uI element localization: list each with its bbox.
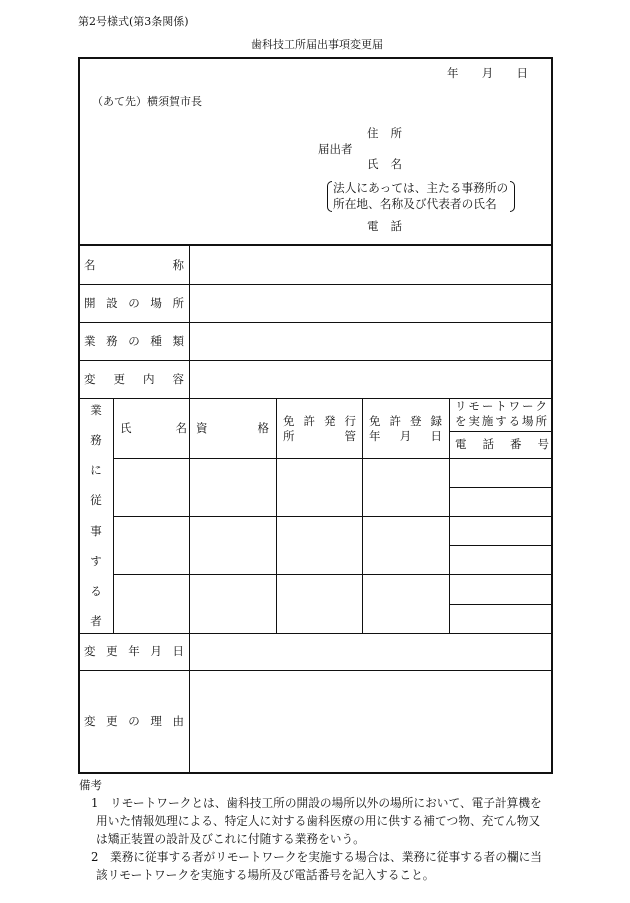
change-date-row [79,633,552,670]
worker-remote-place-field [449,516,552,545]
worker-remote-phone-field [449,604,552,633]
worker-qualification-field [189,516,276,574]
worker-license-office-field [276,458,362,516]
facility-name-label: 名 称 [84,258,184,272]
col-header-remote-place [449,398,552,431]
location-label: 開 設 の 場 所 [84,296,184,310]
worker-row [79,458,552,516]
worker-name-field [113,574,189,633]
corporate-note-line: 所在地、名称及び代表者の氏名 [333,197,497,211]
col-header-remote-place-text: を 実 施 す る 場 所 [455,414,547,428]
worker-name-field [113,516,189,574]
note-line: 該リモートワークを実施する場所及び電話番号を記入すること。 [96,868,435,882]
col-header-license-office [276,398,362,458]
left-bracket [327,181,332,212]
address-label: 住 所 [367,126,402,140]
col-header-name [113,398,189,458]
worker-remote-phone-field [449,545,552,574]
notifier-label: 届出者 [318,142,353,156]
note-line: は矯正装置の設計及びこれに付随する業務をいう。 [96,832,365,846]
location-field [189,284,552,322]
col-header-qualification [189,398,276,458]
worker-remote-phone-field [449,487,552,516]
workers-section [79,398,552,633]
note-item [79,796,559,850]
form-title: 歯科技工所届出事項変更届 [251,38,383,51]
worker-name-field [113,458,189,516]
col-header-license-office-text: 免 許 発 行 [283,414,356,428]
col-header-remote-place-text: リ モ ー ト ワ ー ク [455,399,547,413]
worker-license-date-field [362,574,449,633]
facility-name-row [79,245,552,284]
col-header-license-office-text: 所 管 [283,429,356,443]
date-label: 年 月 日 [447,66,528,80]
worker-license-date-field [362,516,449,574]
worker-qualification-field [189,458,276,516]
name-label: 氏 名 [367,157,402,171]
corporate-note [327,180,519,213]
col-header-license-date-text: 免 許 登 録 [369,414,442,428]
change-content-field [189,360,552,398]
notes-section [79,778,559,884]
worker-license-office-field [276,516,362,574]
col-header-qualification-text: 資 格 [196,421,269,435]
addressee: （あて先）横須賀市長 [92,95,202,108]
col-header-remote-phone [449,431,552,458]
change-reason-row [79,670,552,773]
right-bracket [510,181,515,212]
col-header-license-date-text: 年 月 日 [369,429,442,443]
note-line: 用いた情報処理による、特定人に対する歯科医療の用に供する補てつ物、充てん物又 [96,814,541,828]
worker-qualification-field [189,574,276,633]
workers-section-label: 業 務 に 従 事 す る 者 [90,403,102,628]
note-number: 2 [91,850,99,864]
col-header-license-date [362,398,449,458]
col-header-remote-phone-text: 電 話 番 号 [455,437,549,451]
change-date-label: 変 更 年 月 日 [84,644,184,658]
note-line: リモートワークとは、歯科技工所の開設の場所以外の場所において、電子計算機を [110,796,542,810]
change-content-row [79,360,552,398]
note-number: 1 [91,796,99,810]
col-header-name-text: 氏 名 [120,421,187,435]
worker-license-office-field [276,574,362,633]
change-reason-field [189,670,552,773]
change-reason-label: 変 更 の 理 由 [84,714,184,728]
worker-remote-place-field [449,574,552,604]
notes-heading: 備考 [79,778,102,792]
phone-label: 電 話 [367,219,402,233]
change-content-label: 変 更 内 容 [84,372,184,386]
worker-row [79,516,552,574]
business-type-row [79,322,552,360]
location-row [79,284,552,322]
facility-name-field [189,245,552,284]
note-item [79,850,559,884]
worker-remote-place-field [449,458,552,487]
note-line: 業務に従事する者がリモートワークを実施する場合は、業務に従事する者の欄に当 [110,850,542,864]
business-type-field [189,322,552,360]
applicant-section [79,58,552,244]
form-number: 第2号様式(第3条関係) [78,15,189,28]
corporate-note-line: 法人にあっては、主たる事務所の [333,181,509,195]
business-type-label: 業 務 の 種 類 [84,334,184,348]
worker-row [79,574,552,633]
worker-license-date-field [362,458,449,516]
change-date-field [189,633,552,670]
